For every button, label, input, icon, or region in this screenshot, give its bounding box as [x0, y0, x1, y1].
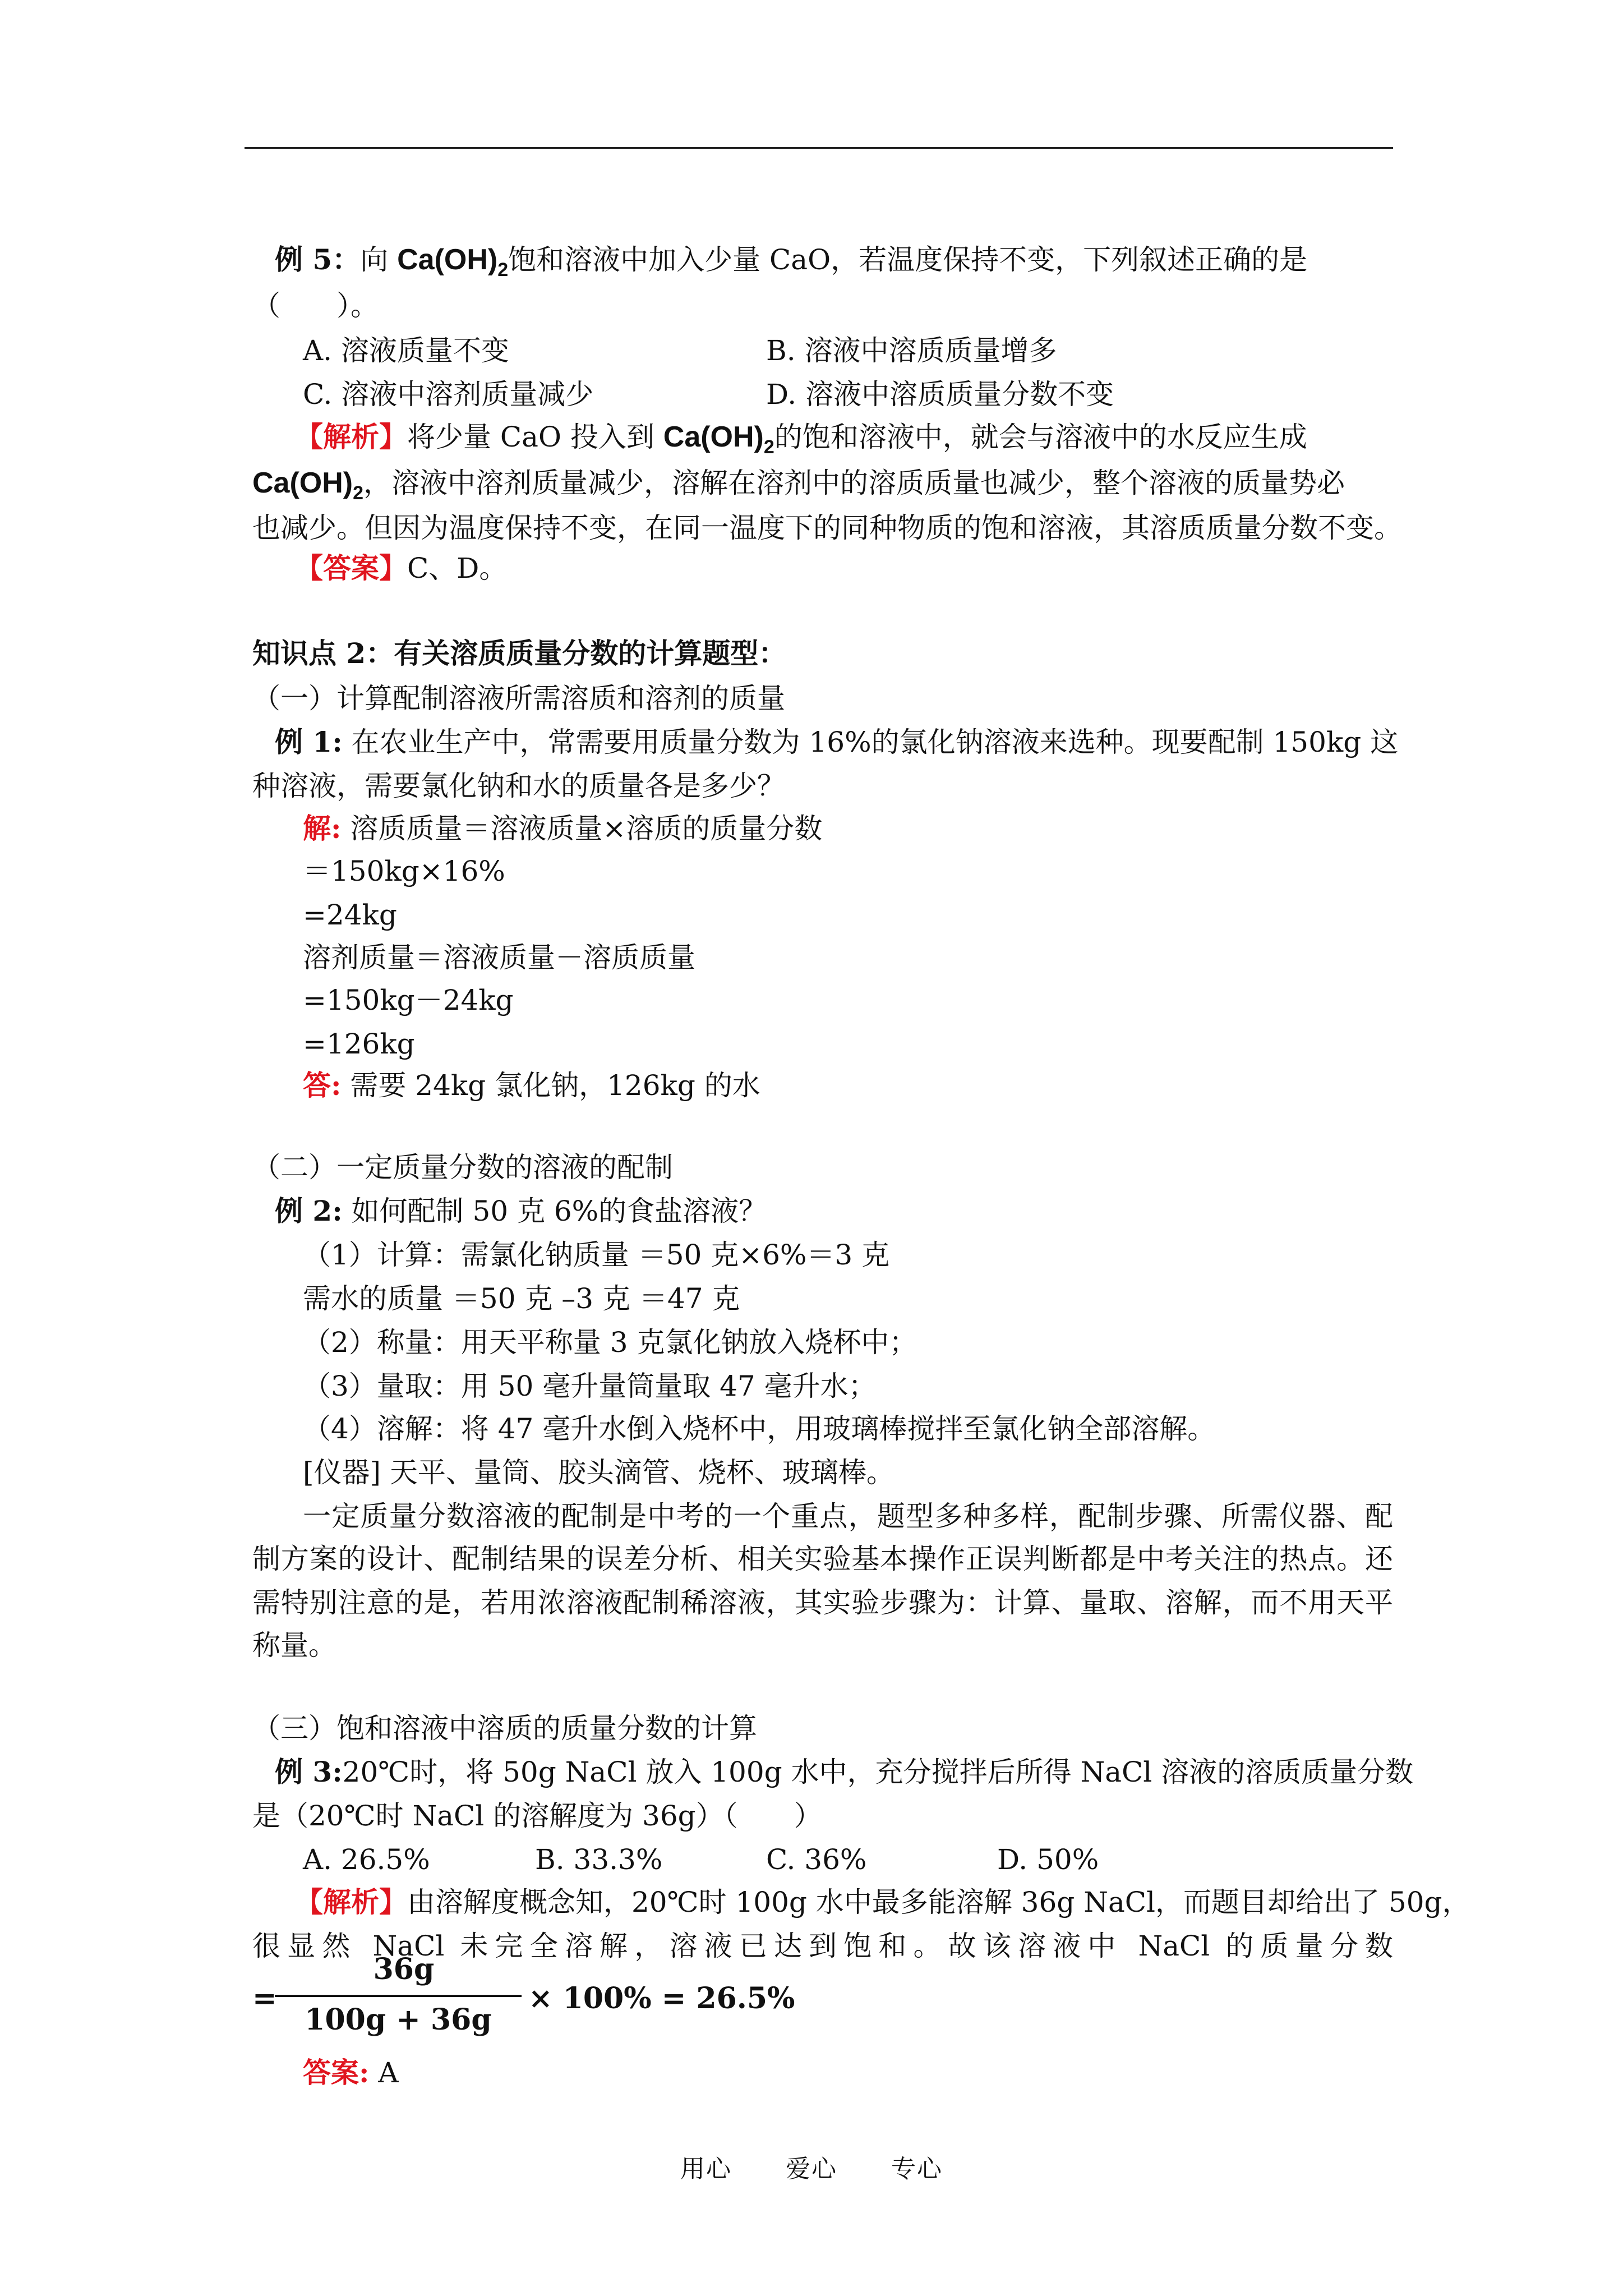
ex5-answer-text: C、D。 — [407, 552, 508, 585]
ex3-jx1: 由溶解度概念知，20℃时 100g 水中最多能溶解 36g NaCl，而题目却给出了 50g， — [407, 1886, 1470, 1918]
ex3-label: 例 3: — [275, 1755, 343, 1788]
page-footer — [0, 2148, 1623, 2184]
ex5-jx-1a: 将少量 CaO 投入到 — [407, 421, 654, 453]
ex3-question-line2: 是（20℃时 NaCl 的溶解度为 36g）（ ） — [252, 1800, 822, 1832]
ex3-q1: 20℃时，将 50g NaCl 放入 100g 水中，充分搅拌后所得 NaCl 溶液的溶质质量分数 — [342, 1756, 1414, 1788]
ex2-step-4: （4）溶解：将 47 毫升水倒入烧杯中，用玻璃棒搅拌至氯化钠全部溶解。 — [303, 1412, 1216, 1445]
ex1-question-line1 — [275, 723, 1398, 762]
fraction-result: × 100% = 26.5% — [528, 1981, 795, 2016]
analysis-tag: 【解析】 — [295, 420, 407, 453]
formula-sub: 2 — [497, 259, 509, 280]
analysis-tag: 【解析】 — [295, 1885, 407, 1918]
ex1-calc-3: =24kg — [303, 899, 397, 931]
ex5-option-d: D. 溶液中溶质质量分数不变 — [766, 378, 1114, 411]
ex5-option-c: C. 溶液中溶剂质量减少 — [303, 378, 594, 411]
fraction-bar — [275, 1995, 522, 1997]
header-rule — [245, 147, 1393, 149]
ex5-label: 例 5： — [275, 243, 361, 276]
ex1-question-line2: 种溶液，需要氯化钠和水的质量各是多少？ — [252, 770, 785, 802]
ex2-step-3: （3）量取：用 50 毫升量筒量取 47 毫升水； — [303, 1370, 877, 1402]
ex2-label: 例 2: — [275, 1194, 343, 1227]
ex5-question-line1 — [275, 240, 1307, 279]
ex2-step-2: （2）称量：用天平称量 3 克氯化钠放入烧杯中； — [303, 1326, 917, 1359]
ex3-option-c: C. 36% — [766, 1843, 867, 1876]
formula-text: Ca(OH) — [252, 467, 353, 499]
ex3-question-line1 — [275, 1752, 1413, 1792]
ex3-option-d: D. 50% — [997, 1843, 1099, 1876]
ex1-calc-4: 溶剂质量＝溶液质量－溶质质量 — [303, 941, 695, 974]
answer-label: 答案: — [303, 2056, 370, 2089]
formula-caoh2-3 — [252, 467, 364, 504]
footer-word-3: 专心 — [891, 2155, 943, 2183]
fraction-numerator: 36g — [373, 1952, 435, 1986]
ex5-q-b: 饱和溶液中加入少量 CaO，若温度保持不变，下列叙述正确的是 — [508, 243, 1308, 276]
ex2-q: 如何配制 50 克 6%的食盐溶液？ — [351, 1195, 767, 1227]
ex1-calc-2: ＝150kg×16% — [303, 855, 505, 887]
ex3-answer-text: A — [378, 2056, 399, 2089]
ex3-option-b: B. 33.3% — [535, 1843, 663, 1876]
ex5-analysis-line1 — [295, 417, 1307, 457]
ex1-calc-5: =150kg－24kg — [303, 984, 514, 1016]
ex3-analysis-line1 — [295, 1883, 1470, 1922]
para-line-3: 需特别注意的是，若用浓溶液配制稀溶液，其实验步骤为：计算、量取、溶解，而不用天平 — [252, 1586, 1393, 1619]
fraction-denominator: 100g + 36g — [305, 2003, 492, 2037]
answer-tag: 【答案】 — [295, 551, 407, 585]
ex5-q-a: 向 — [360, 243, 389, 276]
formula-text: Ca(OH) — [663, 421, 764, 453]
ex1-label: 例 1: — [275, 725, 343, 758]
ex5-paren: （ ）。 — [252, 289, 379, 322]
ex3-answer — [303, 2053, 398, 2092]
para-line-2: 制方案的设计、配制结果的误差分析、相关实验基本操作正误判断都是中考关注的热点。还 — [252, 1543, 1393, 1575]
formula-caoh2 — [397, 243, 509, 280]
formula-text: Ca(OH) — [397, 243, 498, 276]
fraction-formula — [252, 1952, 925, 2053]
section-3-heading: （三）饱和溶液中溶质的质量分数的计算 — [252, 1712, 757, 1745]
ex5-option-a: A. 溶液质量不变 — [303, 334, 509, 367]
formula-sub: 2 — [353, 482, 364, 504]
ex1-calc-6: =126kg — [303, 1028, 415, 1060]
formula-sub: 2 — [763, 436, 774, 458]
ex2-step-1b: 需水的质量 ＝50 克 –3 克 ＝47 克 — [303, 1282, 740, 1315]
ex2-step-1: （1）计算：需氯化钠质量 ＝50 克×6%＝3 克 — [303, 1239, 890, 1271]
ex3-option-a: A. 26.5% — [303, 1843, 430, 1876]
ex5-analysis-line2 — [252, 463, 1345, 503]
ex1-answer-text: 需要 24kg 氯化钠，126kg 的水 — [350, 1069, 760, 1102]
fraction-equals: = — [252, 1981, 277, 2016]
answer-label: 答: — [303, 1069, 342, 1102]
ex1-answer — [303, 1066, 760, 1105]
ex1-solution-line1 — [303, 809, 822, 848]
ex5-jx-1b: 的饱和溶液中，就会与溶液中的水反应生成 — [774, 421, 1307, 453]
para-line-1: 一定质量分数溶液的配制是中考的一个重点，题型多种多样，配制步骤、所需仪器、配 — [303, 1500, 1393, 1533]
ex1-q1: 在农业生产中，常需要用质量分数为 16%的氯化钠溶液来选种。现要配制 150kg 这 — [351, 726, 1399, 758]
ex5-analysis-line3: 也减少。但因为温度保持不变，在同一温度下的同种物质的饱和溶液，其溶质质量分数不变。 — [252, 512, 1402, 544]
ex5-answer — [295, 549, 507, 588]
ex2-instruments: [仪器] 天平、量筒、胶头滴管、烧杯、玻璃棒。 — [303, 1456, 895, 1489]
ex1-c1: 溶质质量＝溶液质量×溶质的质量分数 — [350, 812, 823, 845]
ex5-option-b: B. 溶液中溶质质量增多 — [766, 334, 1057, 367]
footer-word-2: 爱心 — [786, 2155, 837, 2183]
ex5-jx-2: ，溶液中溶剂质量减少，溶解在溶剂中的溶质质量也减少，整个溶液的质量势必 — [363, 467, 1345, 499]
ex3-analysis-line2: 很显然 NaCl 未完全溶解，溶液已达到饱和。故该溶液中 NaCl 的质量分数 — [252, 1930, 1393, 1962]
kp2-title: 知识点 2：有关溶质质量分数的计算题型： — [252, 637, 787, 670]
ex2-question — [275, 1191, 767, 1231]
para-line-4: 称量。 — [252, 1629, 336, 1662]
footer-word-1: 用心 — [680, 2155, 732, 2183]
solution-tag: 解: — [303, 812, 342, 845]
section-1-heading: （一）计算配制溶液所需溶质和溶剂的质量 — [252, 682, 785, 715]
formula-caoh2-2 — [663, 421, 774, 458]
section-2-heading: （二）一定质量分数的溶液的配制 — [252, 1151, 673, 1184]
